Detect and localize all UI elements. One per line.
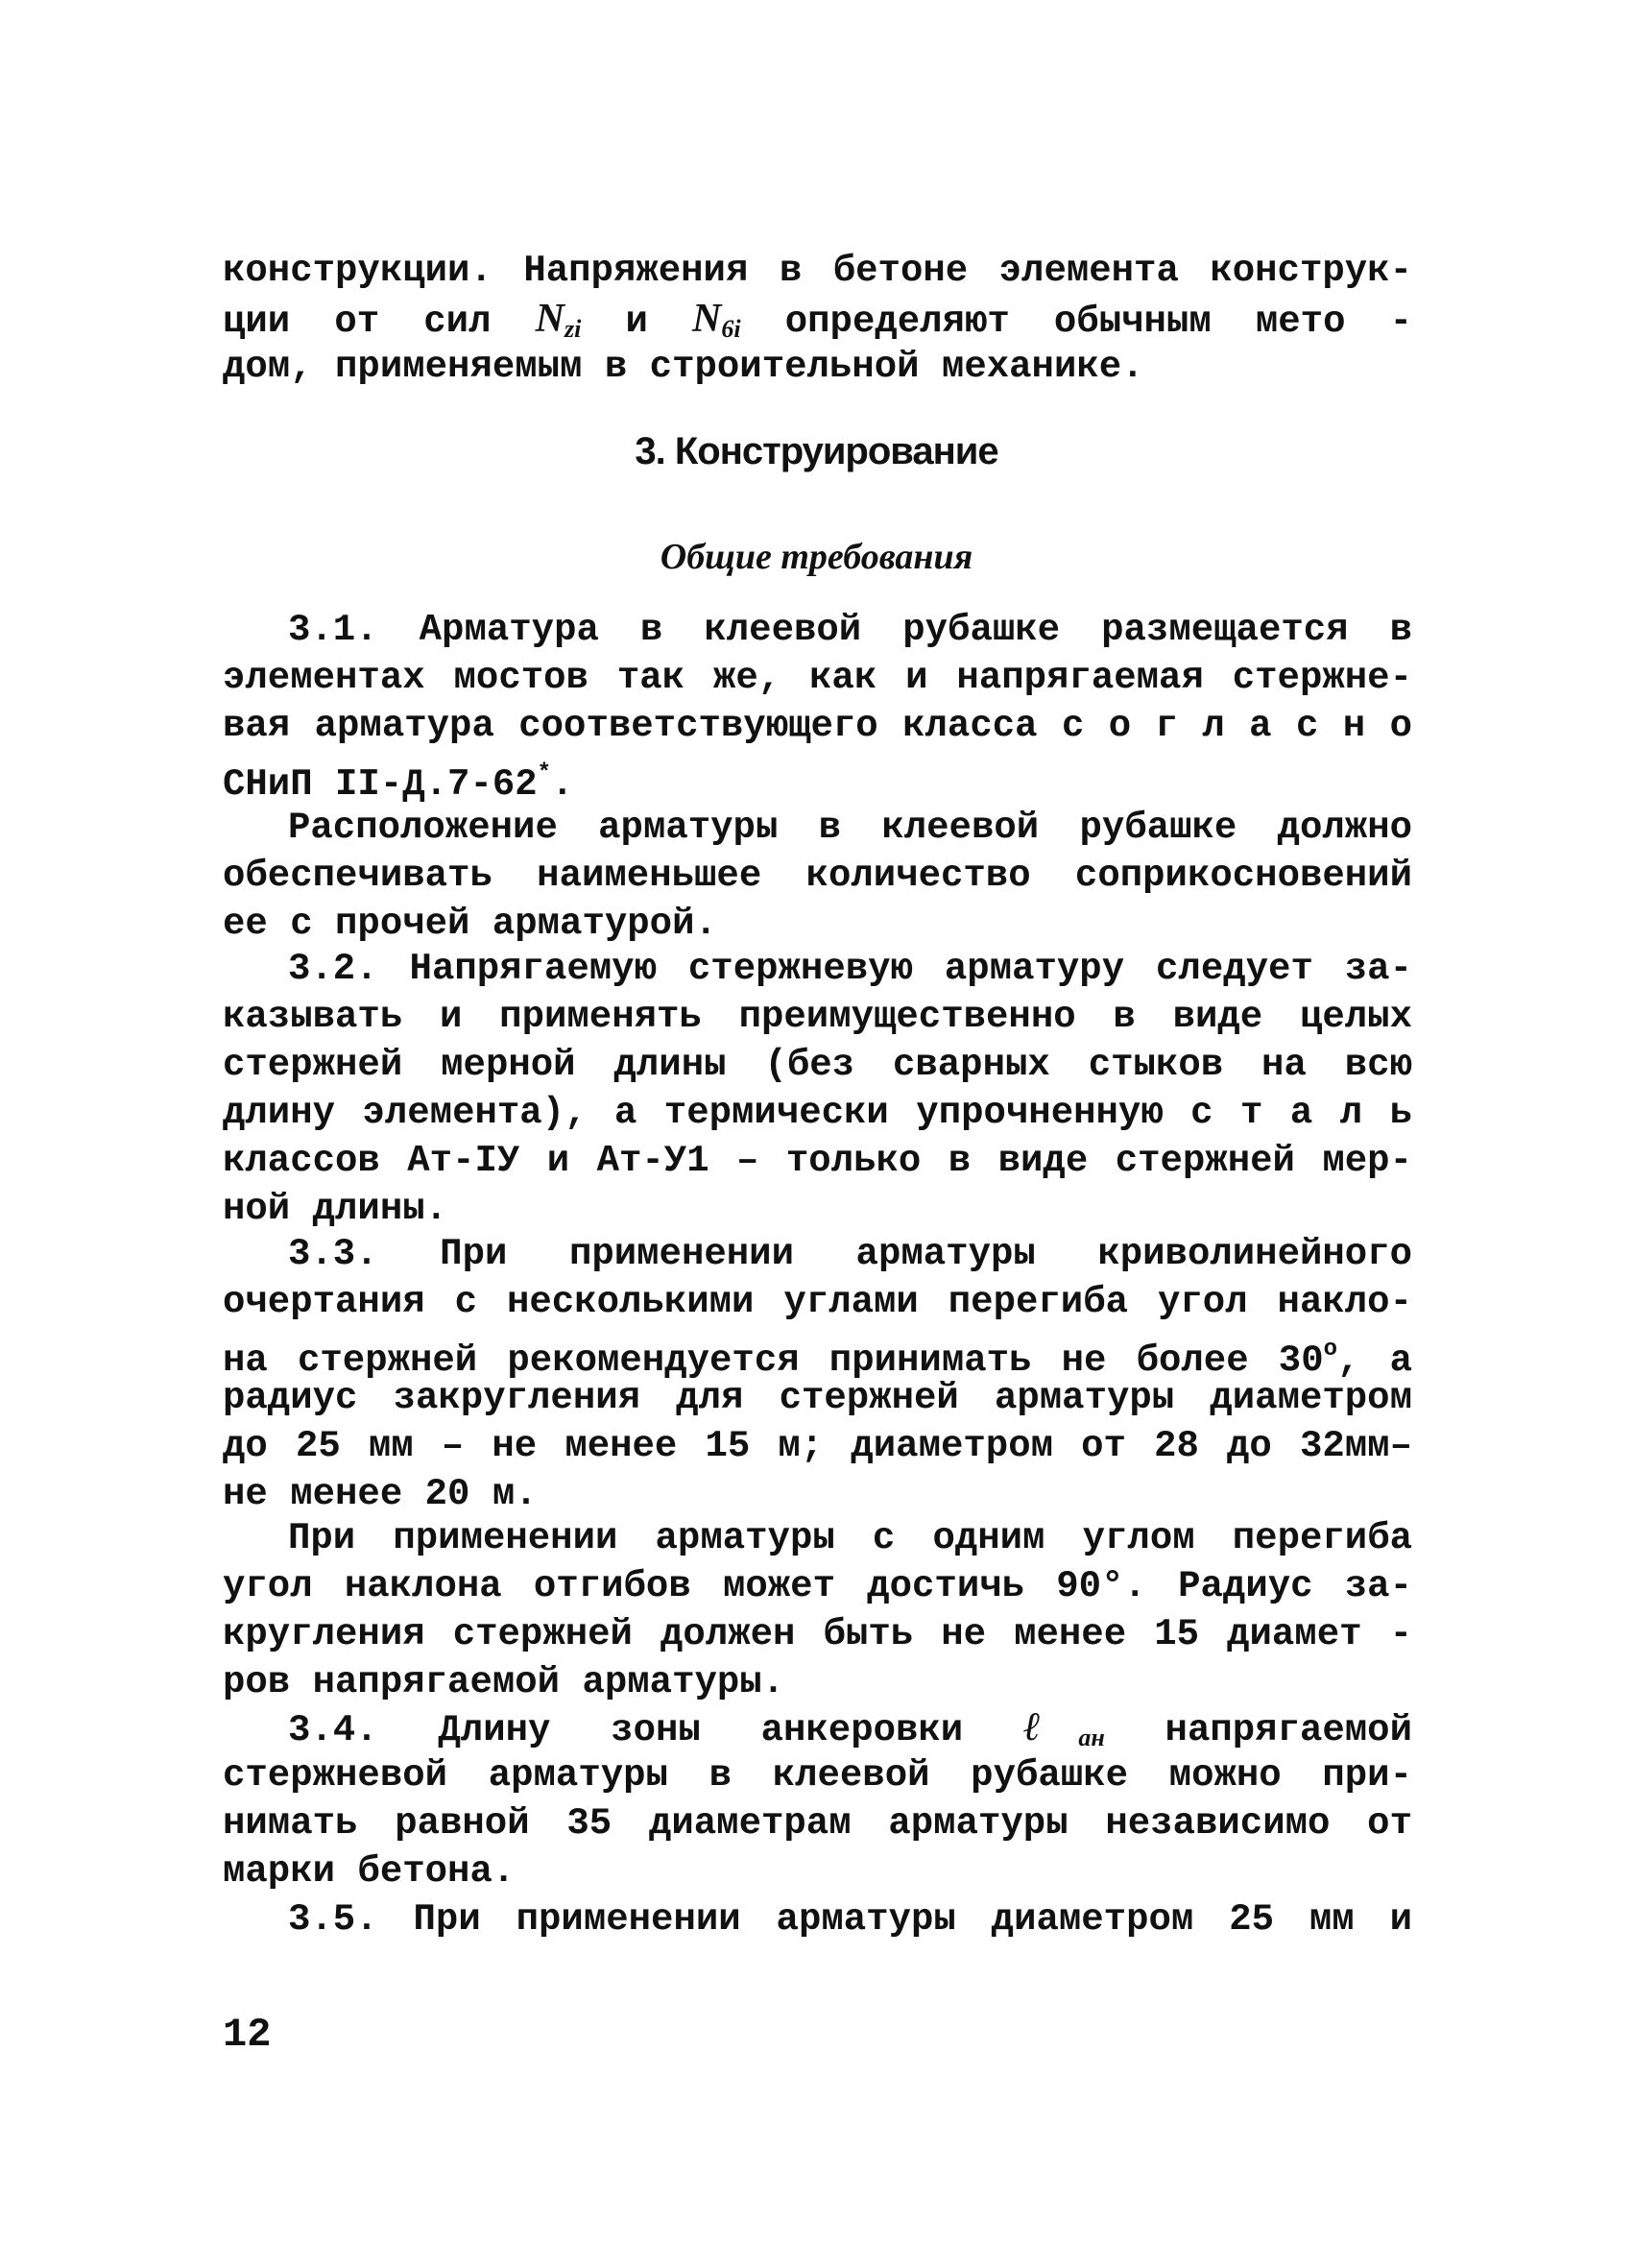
intro-line-2-middle: и (625, 301, 648, 343)
p32-line-1: 3.2. Напрягаемую стержневую арматуру следует за- (288, 948, 1412, 990)
p34-line-4: марки бетона. (223, 1850, 516, 1893)
p33b-line-1: При применении арматуры с одним углом перегиба (288, 1517, 1412, 1559)
anchorage-length-symbol: ℓ$_{ан}$ (1023, 1705, 1105, 1751)
p32-line-6: ной длины. (223, 1188, 448, 1230)
force-n-6i-symbol: $N_{6i}$ (692, 297, 741, 343)
p32-line-4: длину элемента), а термически упрочненную с т а л ь (223, 1092, 1412, 1134)
p32-line-3: стержней мерной длины (без сварных стыков на всю (223, 1044, 1412, 1086)
p33-line-2: очертания с несколькими углами перегиба угол накло- (223, 1281, 1412, 1323)
p33-line-6: не менее 20 м. (223, 1473, 538, 1515)
p33-line-5: до 25 мм – не менее 15 м; диаметром от 28 до 32мм– (223, 1425, 1412, 1467)
p33-line-1: 3.3. При применении арматуры криволинейного (288, 1233, 1412, 1275)
p31-line-3: вая арматура соответствующего класса с о г л а с н о (223, 705, 1412, 747)
force-n-zi-symbol: $N_{zi}$ (535, 297, 582, 343)
intro-line-2-before: ции от сил (223, 301, 492, 343)
section-title: 3. Конструирование (635, 430, 998, 472)
intro-line-1: конструкции. Напряжения в бетоне элемента конструк- (223, 250, 1412, 292)
p35-line-1: 3.5. При применении арматуры диаметром 25 мм и (288, 1898, 1412, 1941)
p33b-line-2: угол наклона отгибов может достичь 90°. Радиус за- (223, 1565, 1412, 1607)
p33b-line-4: ров напрягаемой арматуры. (223, 1661, 785, 1703)
intro-line-3: дом, применяемым в строительной механике. (223, 346, 1144, 388)
p33b-line-3: кругления стержней должен быть не менее 15 диамет - (223, 1613, 1412, 1655)
p32-line-2: казывать и применять преимущественно в виде целых (223, 996, 1412, 1038)
p31b-line-3: ее с прочей арматурой. (223, 903, 717, 945)
p31-line-2: элементах мостов так же, как и напрягаемая стержне- (223, 657, 1412, 699)
p33-line-4: радиус закругления для стержней арматуры диаметром (223, 1377, 1412, 1419)
p34-line-1: 3.4. Длину зоны анкеровки ℓ$_{ан}$ напрягаемой (288, 1705, 1412, 1751)
p34-line-2: стержневой арматуры в клеевой рубашке можно при- (223, 1754, 1412, 1797)
intro-line-2-after: определяют обычным мето - (784, 301, 1413, 343)
p32-line-5: классов Ат-IУ и Ат-У1 – только в виде стержней мер- (223, 1140, 1412, 1182)
p31-line-1: 3.1. Арматура в клеевой рубашке размещается в (288, 609, 1412, 651)
page-number: 12 (223, 2012, 272, 2058)
p31b-line-1: Расположение арматуры в клеевой рубашке должно (288, 807, 1412, 849)
subsection-title: Общие требования (660, 537, 973, 577)
p33-line-3: на стержней рекомендуется принимать не более $30^о$, а (223, 1337, 1412, 1382)
p31-line-4: СНиП II-Д.7-62*. (223, 760, 574, 806)
p31b-line-2: обеспечивать наименьшее количество соприкосновений (223, 855, 1412, 897)
p34-line-3: нимать равной 35 диаметрам арматуры независимо от (223, 1802, 1412, 1845)
